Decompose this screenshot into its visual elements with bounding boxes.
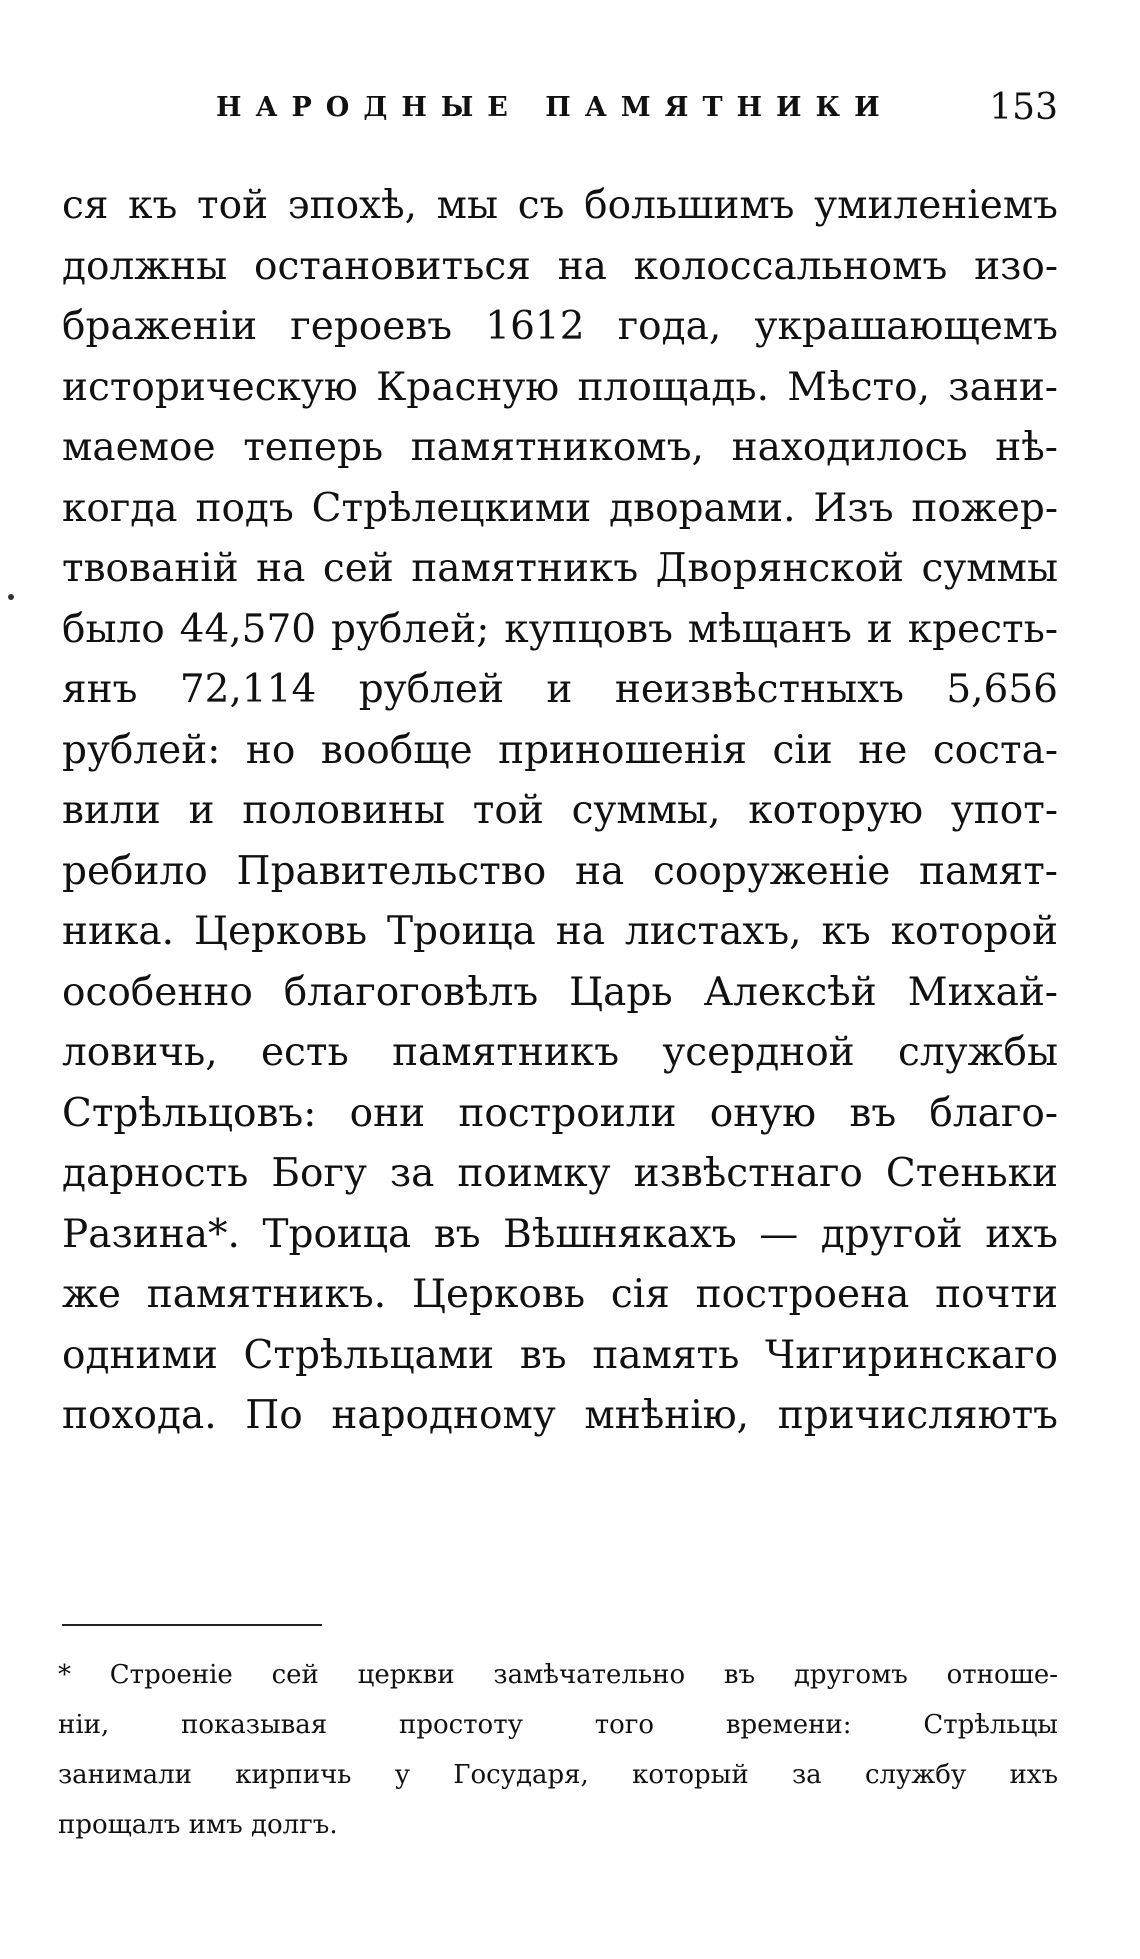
- text-line: Стрѣльцовъ: они построили оную въ благо-: [62, 1090, 1058, 1136]
- text-line: похода. По народному мнѣнію, причисляютъ: [62, 1393, 1058, 1438]
- text-line: твованій на сей памятникъ Дворянской суммы: [62, 546, 1058, 591]
- text-line: янъ 72,114 рублей и неизвѣстныхъ 5,656: [62, 667, 1058, 712]
- text-line: браженіи героевъ 1612 года, украшающемъ: [62, 304, 1058, 349]
- footnote-line: прощалъ имъ долгъ.: [58, 1810, 338, 1840]
- footnote-line: ніи, показывая простоту того времени: Стрѣльцы: [58, 1710, 1058, 1740]
- text-line: особенно благоговѣлъ Царь Алексѣй Михай-: [62, 969, 1058, 1015]
- text-line: Разина*. Троица въ Вѣшнякахъ — другой ихъ: [62, 1211, 1058, 1257]
- text-line: же памятникъ. Церковь сія построена почти: [62, 1272, 1058, 1317]
- footnote-line: * Строеніе сей церкви замѣчательно въ другомъ отноше-: [58, 1660, 1058, 1690]
- margin-mark: [8, 594, 14, 600]
- footnote: [58, 1650, 1058, 1850]
- text-line: дарность Богу за поимку извѣстнаго Стеньки: [62, 1151, 1058, 1196]
- text-line: ребило Правительство на сооруженіе памят-: [62, 848, 1058, 894]
- text-line: вили и половины той суммы, которую упот-: [62, 788, 1058, 833]
- page-number: 153: [989, 87, 1058, 128]
- text-line: было 44,570 рублей; купцовъ мѣщанъ и кресть-: [62, 606, 1058, 652]
- footnote-line: занимали кирпичь у Государя, который за службу ихъ: [58, 1760, 1058, 1790]
- text-line: ловичь, есть памятникъ усердной службы: [62, 1030, 1058, 1075]
- text-line: историческую Красную площадь. Мѣсто, зани-: [62, 364, 1058, 410]
- text-line: маемое теперь памятникомъ, находилось нѣ-: [62, 425, 1058, 470]
- running-head: [216, 78, 1058, 138]
- footnote-rule: [62, 1624, 322, 1626]
- text-line: должны остановиться на колоссальномъ изо-: [62, 243, 1058, 289]
- text-line: одними Стрѣльцами въ память Чигиринскаго: [62, 1332, 1058, 1378]
- text-line: рублей: но вообще приношенія сіи не соста-: [62, 727, 1058, 773]
- text-line: когда подъ Стрѣлецкими дворами. Изъ пожер-: [62, 485, 1058, 531]
- text-line: ся къ той эпохѣ, мы съ большимъ умиленіемъ: [62, 183, 1058, 228]
- text-line: ника. Церковь Троица на листахъ, къ которой: [62, 909, 1058, 954]
- body-text: [62, 176, 1058, 1447]
- running-title: НАРОДНЫЕ ПАМЯТНИКИ: [216, 92, 894, 123]
